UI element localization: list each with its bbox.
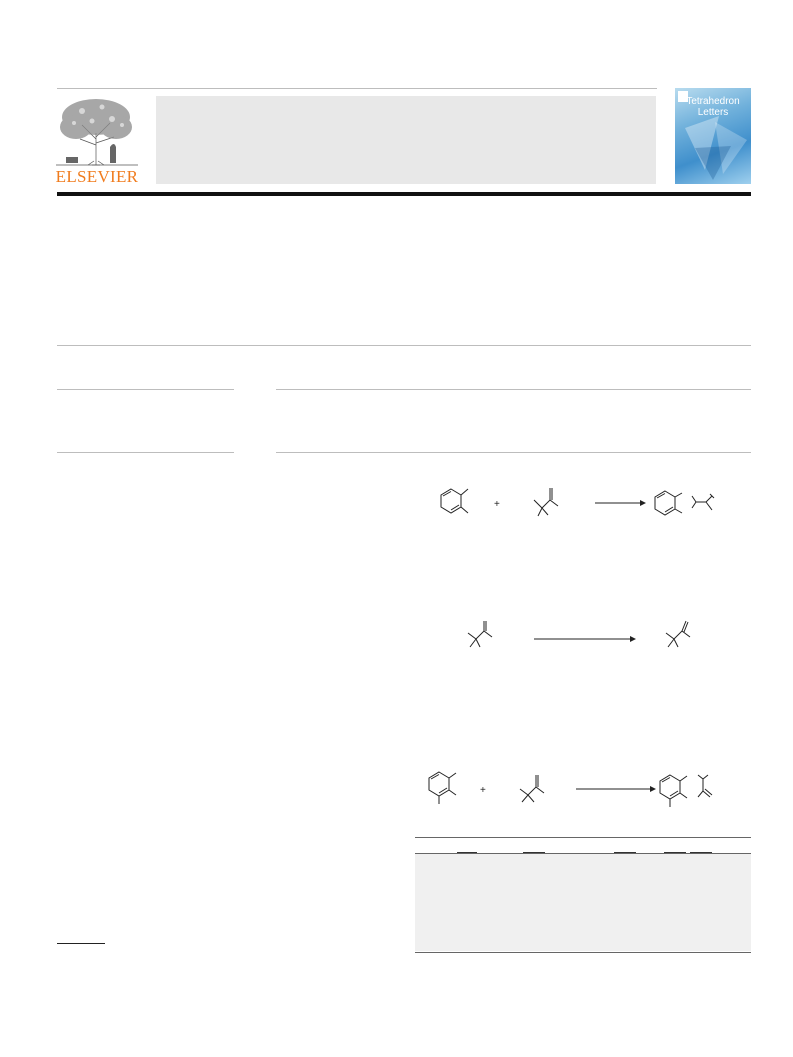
table-header-rule [415,853,751,854]
footnote-separator [57,943,105,944]
product-skeleton [666,621,690,647]
elsevier-logo [52,95,142,187]
header-thick-rule [57,192,751,196]
table-body [415,853,751,951]
reactant-skeleton [468,621,492,647]
scheme-2 [460,615,710,655]
table-column-rule [690,852,712,853]
left-column-top-rule [57,389,234,390]
table-top-rule [415,837,751,838]
product-ring [660,775,680,799]
table-bottom-rule [415,952,751,953]
plus-sign: + [480,785,486,796]
reagent-skeleton [534,488,558,516]
scheme-3 [420,765,730,810]
header-top-rule [57,88,657,89]
benzene-ring [441,489,461,513]
cover-title: Tetrahedron Letters [686,96,740,118]
header-banner [156,96,656,184]
right-column-top-rule [276,389,751,390]
right-column-bottom-rule [276,452,751,453]
left-column-bottom-rule [57,452,234,453]
tree-of-knowledge-logo-icon [52,95,142,167]
table-column-rule [664,852,686,853]
elsevier-wordmark: ELSEVIER [55,167,139,186]
table-column-rule [614,852,636,853]
plus-sign: + [494,499,500,510]
benzene-ring [429,772,449,796]
table-column-rule [523,852,545,853]
arrow-head [630,636,636,642]
article-info-rule [57,345,751,346]
arrow-head [650,786,656,792]
journal-cover[interactable] [675,88,751,184]
table-column-rule [457,852,477,853]
product-ring [655,491,675,515]
reagent-skeleton [520,775,544,802]
scheme-1 [430,478,730,528]
arrow-head [640,500,646,506]
